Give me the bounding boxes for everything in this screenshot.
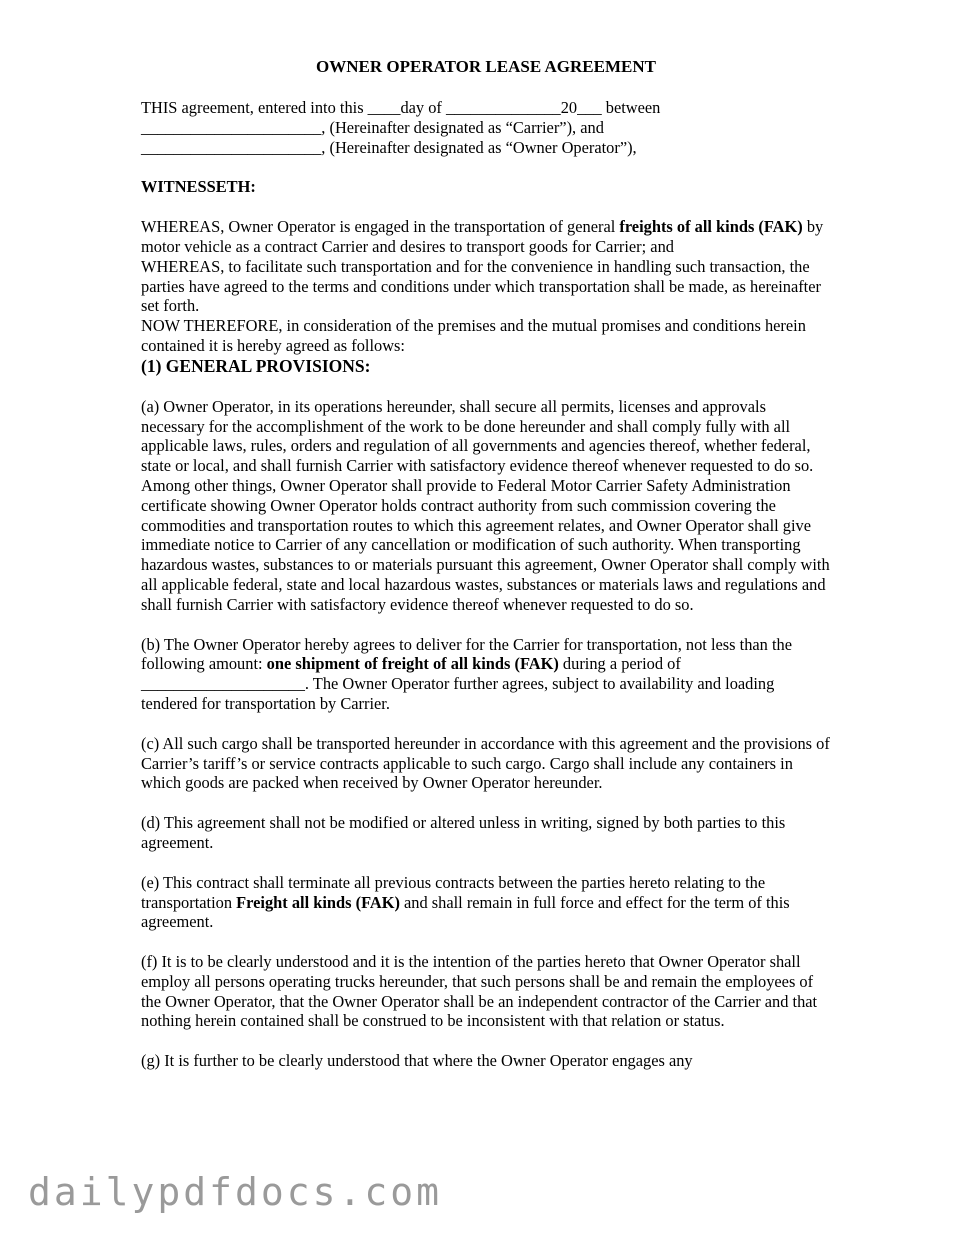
opening-line: ______________________, (Hereinafter designated as “Carrier”), and [141, 117, 604, 137]
provision-bold-term: Freight all kinds (FAK) [236, 892, 400, 912]
opening-line: ______________________, (Hereinafter designated as “Owner Operator”), [141, 137, 637, 157]
recital-text: by motor vehicle as a contract Carrier and desires to transport goods for Carrier; and [141, 217, 824, 256]
section-heading-general-provisions: (1) GENERAL PROVISIONS: [141, 355, 371, 376]
recital-facilitate: WHEREAS, to facilitate such transportation and for the convenience in handling such transaction, the parties have agreed to the terms and conditions under which transportation shall be made, as hereinafter set forth. [141, 256, 821, 316]
recital-bold-term: freights of all kinds (FAK) [619, 217, 803, 237]
provision-d: (d) This agreement shall not be modified or altered unless in writing, signed by both parties to this agreement. [141, 813, 786, 852]
provision-bold-term: one shipment of freight of all kinds (FAK) [266, 654, 559, 674]
recital-text: WHEREAS, Owner Operator is engaged in the transportation of general [141, 217, 620, 237]
opening-line: THIS agreement, entered into this ____day of ______________20___ between [141, 98, 661, 117]
provision-text: and shall remain in full force and effect for the term of this agreement. [141, 892, 790, 932]
provision-f: (f) It is to be clearly understood and it is the intention of the parties hereto that Owner Operator shall employ all persons operating trucks hereunder, that such persons shall be and remain the employees of the Owner Operator, that the Owner Operator shall be an independent contractor of the Carrier and that nothing herein contained shall be construed to be inconsistent with that relation or status. [141, 952, 818, 1031]
recital-freight [141, 217, 831, 257]
provision-text: (e) This contract shall terminate all previous contracts between the parties hereto relating to the transportation [141, 872, 766, 912]
provision-c: (c) All such cargo shall be transported hereunder in accordance with this agreement and the provisions of Carrier’s tariff’s or service contracts applicable to such cargo. Cargo shall include any containers in which goods are packed when received by Owner Operator hereunder. [141, 733, 830, 793]
witnesseth-heading: WITNESSETH: [141, 177, 256, 197]
recital-now-therefore: NOW THEREFORE, in consideration of the premises and the mutual promises and conditions herein contained it is hereby agreed as follows: [141, 316, 806, 355]
watermark-text: dailypdfdocs.com [28, 1170, 443, 1214]
provision-text: during a period of ____________________. The Owner Operator further agrees, subject to availability and loading tendered for transportation by Carrier. [141, 654, 775, 713]
provision-e [141, 873, 831, 932]
provision-a: (a) Owner Operator, in its operations hereunder, shall secure all permits, licenses and approvals necessary for the accomplishment of the work to be done hereunder and shall comply fully with all applicable laws, rules, orders and regulation of all governments and agencies thereof, whether federal, state or local, and shall furnish Carrier with satisfactory evidence thereof whenever requested to do so. Among other things, Owner Operator shall provide to Federal Motor Carrier Safety Administration certificate showing Owner Operator holds contract authority from such commission covering the commodities and transportation routes to which this agreement relates, and Owner Operator shall give immediate notice to Carrier of any cancellation or modification of such authority. When transporting hazardous wastes, substances to or materials pursuant this agreement, Owner Operator shall comply with all applicable federal, state and local hazardous wastes, substances or materials laws and regulations and shall furnish Carrier with satisfactory evidence thereof whenever requested to do so. [141, 396, 830, 614]
provision-g: (g) It is further to be clearly understood that where the Owner Operator engages any [141, 1051, 693, 1071]
document-body [141, 56, 831, 1091]
opening-clause [141, 98, 831, 157]
provision-text: (b) The Owner Operator hereby agrees to deliver for the Carrier for transportation, not less than the following amount: [141, 634, 792, 674]
provision-b [141, 635, 831, 714]
document-title: OWNER OPERATOR LEASE AGREEMENT [316, 57, 656, 76]
